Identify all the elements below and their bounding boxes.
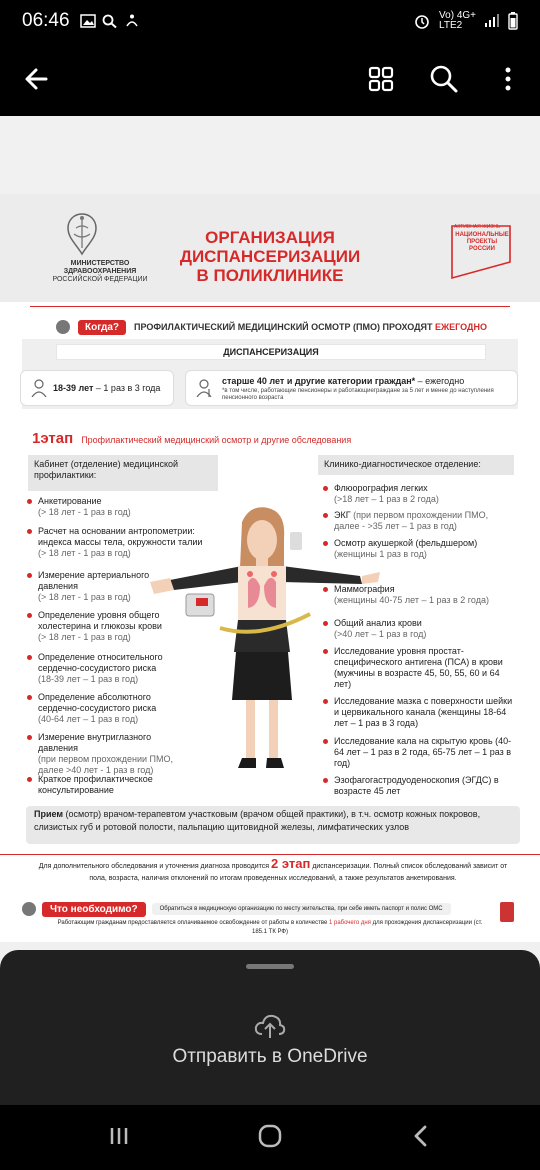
divider-2	[0, 854, 540, 855]
when-text-main: ПРОФИЛАКТИЧЕСКИЙ МЕДИЦИНСКИЙ ОСМОТР (ПМО) ПРОХОДЯТ	[134, 322, 433, 332]
grid-icon[interactable]	[362, 60, 400, 98]
right-item-6: Исследование уровня простат-специфического антигена (ПСА) в крови (мужчины в возрасте 45, 50, 55, 60 и 64 лет)	[334, 646, 514, 690]
person-icon	[31, 379, 47, 397]
ministry-label	[50, 260, 150, 284]
left-item-1: Анкетирование (> 18 лет - 1 раз в год)	[38, 496, 218, 518]
title-line3: В ПОЛИКЛИНИКЕ	[196, 266, 344, 285]
elderly-person-icon	[196, 379, 212, 397]
reception-bold: Прием	[34, 809, 64, 819]
back-arrow-icon[interactable]	[18, 60, 56, 98]
reception-box	[26, 806, 520, 844]
note-post: диспансеризации. Полный список обследований зависит от пола, возраста, наличия отклонений по итогам проведенных исследований, а также результатов анкетирования.	[89, 863, 508, 882]
document-header	[0, 194, 540, 302]
need-text: Обратиться в медицинскую организацию по месту жительства, при себе иметь паспорт и полис ОМС	[152, 903, 451, 915]
right-item-8: Исследование кала на скрытую кровь (40-64 лет – 1 раз в 2 года, 65-75 лет – 1 раз в год)	[334, 736, 518, 769]
status-bar	[0, 0, 540, 42]
age-box-40-plus	[185, 370, 518, 406]
search-icon[interactable]	[425, 60, 463, 98]
projects-small-text: АКТИВНАЯ ЖИЗНЬ	[454, 224, 501, 230]
infographic-document[interactable]	[0, 194, 540, 942]
work-red: 1 рабочего дня	[328, 920, 371, 926]
stage2-note	[30, 858, 516, 885]
share-sheet	[0, 950, 540, 1105]
when-badge: Когда?	[78, 320, 126, 335]
left-column-heading: Кабинет (отделение) медицинской профилактики:	[28, 455, 218, 491]
ministry-line1: МИНИСТЕРСТВО	[70, 260, 130, 267]
right-item-9: Эзофагогастродуоденоскопия (ЭГДС) в возрасте 45 лет	[334, 775, 514, 797]
sheet-drag-handle[interactable]	[246, 964, 294, 969]
age1-bold: 18-39 лет	[53, 383, 94, 393]
right-item-1: Флюорография легких (>18 лет – 1 раз в 2 года)	[334, 483, 514, 505]
age2-text	[222, 376, 512, 402]
infographic-title	[175, 228, 365, 285]
system-nav-bar	[0, 1105, 540, 1170]
woman-illustration	[150, 502, 380, 792]
left-item-8: Краткое профилактическое консультирование	[38, 774, 178, 796]
when-text-highlight: ЕЖЕГОДНО	[435, 322, 487, 332]
network-bottom: LTE2	[439, 20, 463, 31]
search-status-icon	[102, 14, 118, 28]
stage1-heading	[32, 430, 351, 447]
work-pre: Работающим гражданам предоставляется оплачиваемое освобождение от работы в количестве	[57, 920, 328, 926]
gallery-icon	[80, 14, 96, 28]
note-stage2: 2 этап	[271, 856, 311, 871]
title-line1: ОРГАНИЗАЦИЯ	[205, 228, 335, 247]
alarm-icon	[413, 13, 431, 29]
accessibility-icon	[124, 14, 140, 28]
recent-apps-icon[interactable]	[104, 1121, 134, 1151]
when-row	[56, 318, 496, 336]
national-projects-logo	[446, 222, 514, 280]
right-column-heading: Клинико-диагностическое отделение:	[318, 455, 514, 475]
age2-bold: старше 40 лет и другие категории граждан*	[222, 376, 416, 386]
send-to-onedrive-button[interactable]: Отправить в OneDrive	[172, 1046, 368, 1067]
left-item-6: Определение абсолютного сердечно-сосудистого риска (40-64 лет – 1 раз в год)	[38, 692, 178, 725]
need-badge: Что необходимо?	[42, 902, 146, 917]
right-item-2: ЭКГ (при первом прохождении ПМО, далее - >35 лет – 1 раз в год)	[334, 510, 514, 532]
title-line2: ДИСПАНСЕРИЗАЦИИ	[179, 247, 361, 266]
ministry-line3: РОССИЙСКОЙ ФЕДЕРАЦИИ	[52, 276, 148, 283]
stage1-number: 1этап	[32, 430, 74, 447]
reception-text: (осмотр) врачом-терапевтом участковым (врачом общей практики), в т.ч. осмотр кожных покровов, слизистых губ и ротовой полости, пальпацию щитовидной железы, лимфатических узлов	[34, 809, 481, 832]
back-icon[interactable]	[406, 1121, 436, 1151]
status-right	[413, 11, 518, 31]
document-margin	[0, 116, 540, 194]
note-pre: Для дополнительного обследования и уточнения диагноза проводится	[38, 863, 270, 870]
status-time: 06:46	[22, 10, 70, 31]
projects-big-text: НАЦИОНАЛЬНЫЕ ПРОЕКТЫ РОССИИ	[455, 232, 509, 252]
network-text	[439, 11, 476, 31]
ministry-line2: ЗДРАВООХРАНЕНИЯ	[63, 268, 137, 275]
calendar-icon	[56, 320, 70, 334]
signal-icon	[484, 14, 500, 28]
app-bar	[0, 42, 540, 116]
ministry-emblem-icon	[60, 210, 104, 258]
left-item-3: Измерение артериального давления (> 18 лет - 1 раз в год)	[38, 570, 158, 603]
document-icon	[22, 902, 36, 916]
left-item-4: Определение уровня общего холестерина и глюкозы крови (> 18 лет - 1 раз в год)	[38, 610, 178, 643]
work-note	[50, 919, 490, 937]
battery-icon	[508, 12, 518, 30]
passport-icon	[500, 902, 514, 922]
divider	[30, 306, 510, 307]
right-item-3: Осмотр акушеркой (фельдшером) (женщины 1 раз в год)	[334, 538, 514, 560]
left-item-7: Измерение внутриглазного давления (при первом прохождении ПМО, далее >40 лет - 1 раз в год)	[38, 732, 188, 776]
cloud-upload-icon[interactable]	[254, 1012, 286, 1040]
need-row	[22, 900, 518, 918]
dispensary-label: ДИСПАНСЕРИЗАЦИЯ	[56, 344, 486, 360]
age2-rest: – ежегодно	[415, 376, 465, 386]
right-item-7: Исследование мазка с поверхности шейки и цервикального канала (женщины 18-64 лет – 1 раз в 3 года)	[334, 696, 514, 729]
age2-footnote: *в том числе, работающие пенсионеры и работающиеграждане за 5 лет и менее до наступления пенсионного возраста	[222, 388, 494, 401]
age1-text	[53, 383, 160, 393]
home-icon[interactable]	[255, 1121, 285, 1151]
left-item-2: Расчет на основании антропометрии: индекса массы тела, окружности талии (> 18 лет - 1 раз в год)	[38, 526, 228, 559]
left-item-5: Определение относительного сердечно-сосудистого риска (18-39 лет – 1 раз в год)	[38, 652, 178, 685]
age1-rest: – 1 раз в 3 года	[93, 383, 161, 393]
right-item-5: Общий анализ крови (>40 лет – 1 раз в год)	[334, 618, 514, 640]
work-post: для прохождения диспансеризации (ст. 185.1 ТК РФ)	[251, 920, 483, 935]
age-box-18-39	[20, 370, 174, 406]
network-top: Vo) 4G+	[439, 10, 476, 21]
right-item-4: Маммография (женщины 40-75 лет – 1 раз в 2 года)	[334, 584, 518, 606]
more-icon[interactable]	[489, 60, 527, 98]
stage1-description: Профилактический медицинский осмотр и другие обследования	[81, 435, 352, 445]
when-text	[134, 322, 487, 332]
